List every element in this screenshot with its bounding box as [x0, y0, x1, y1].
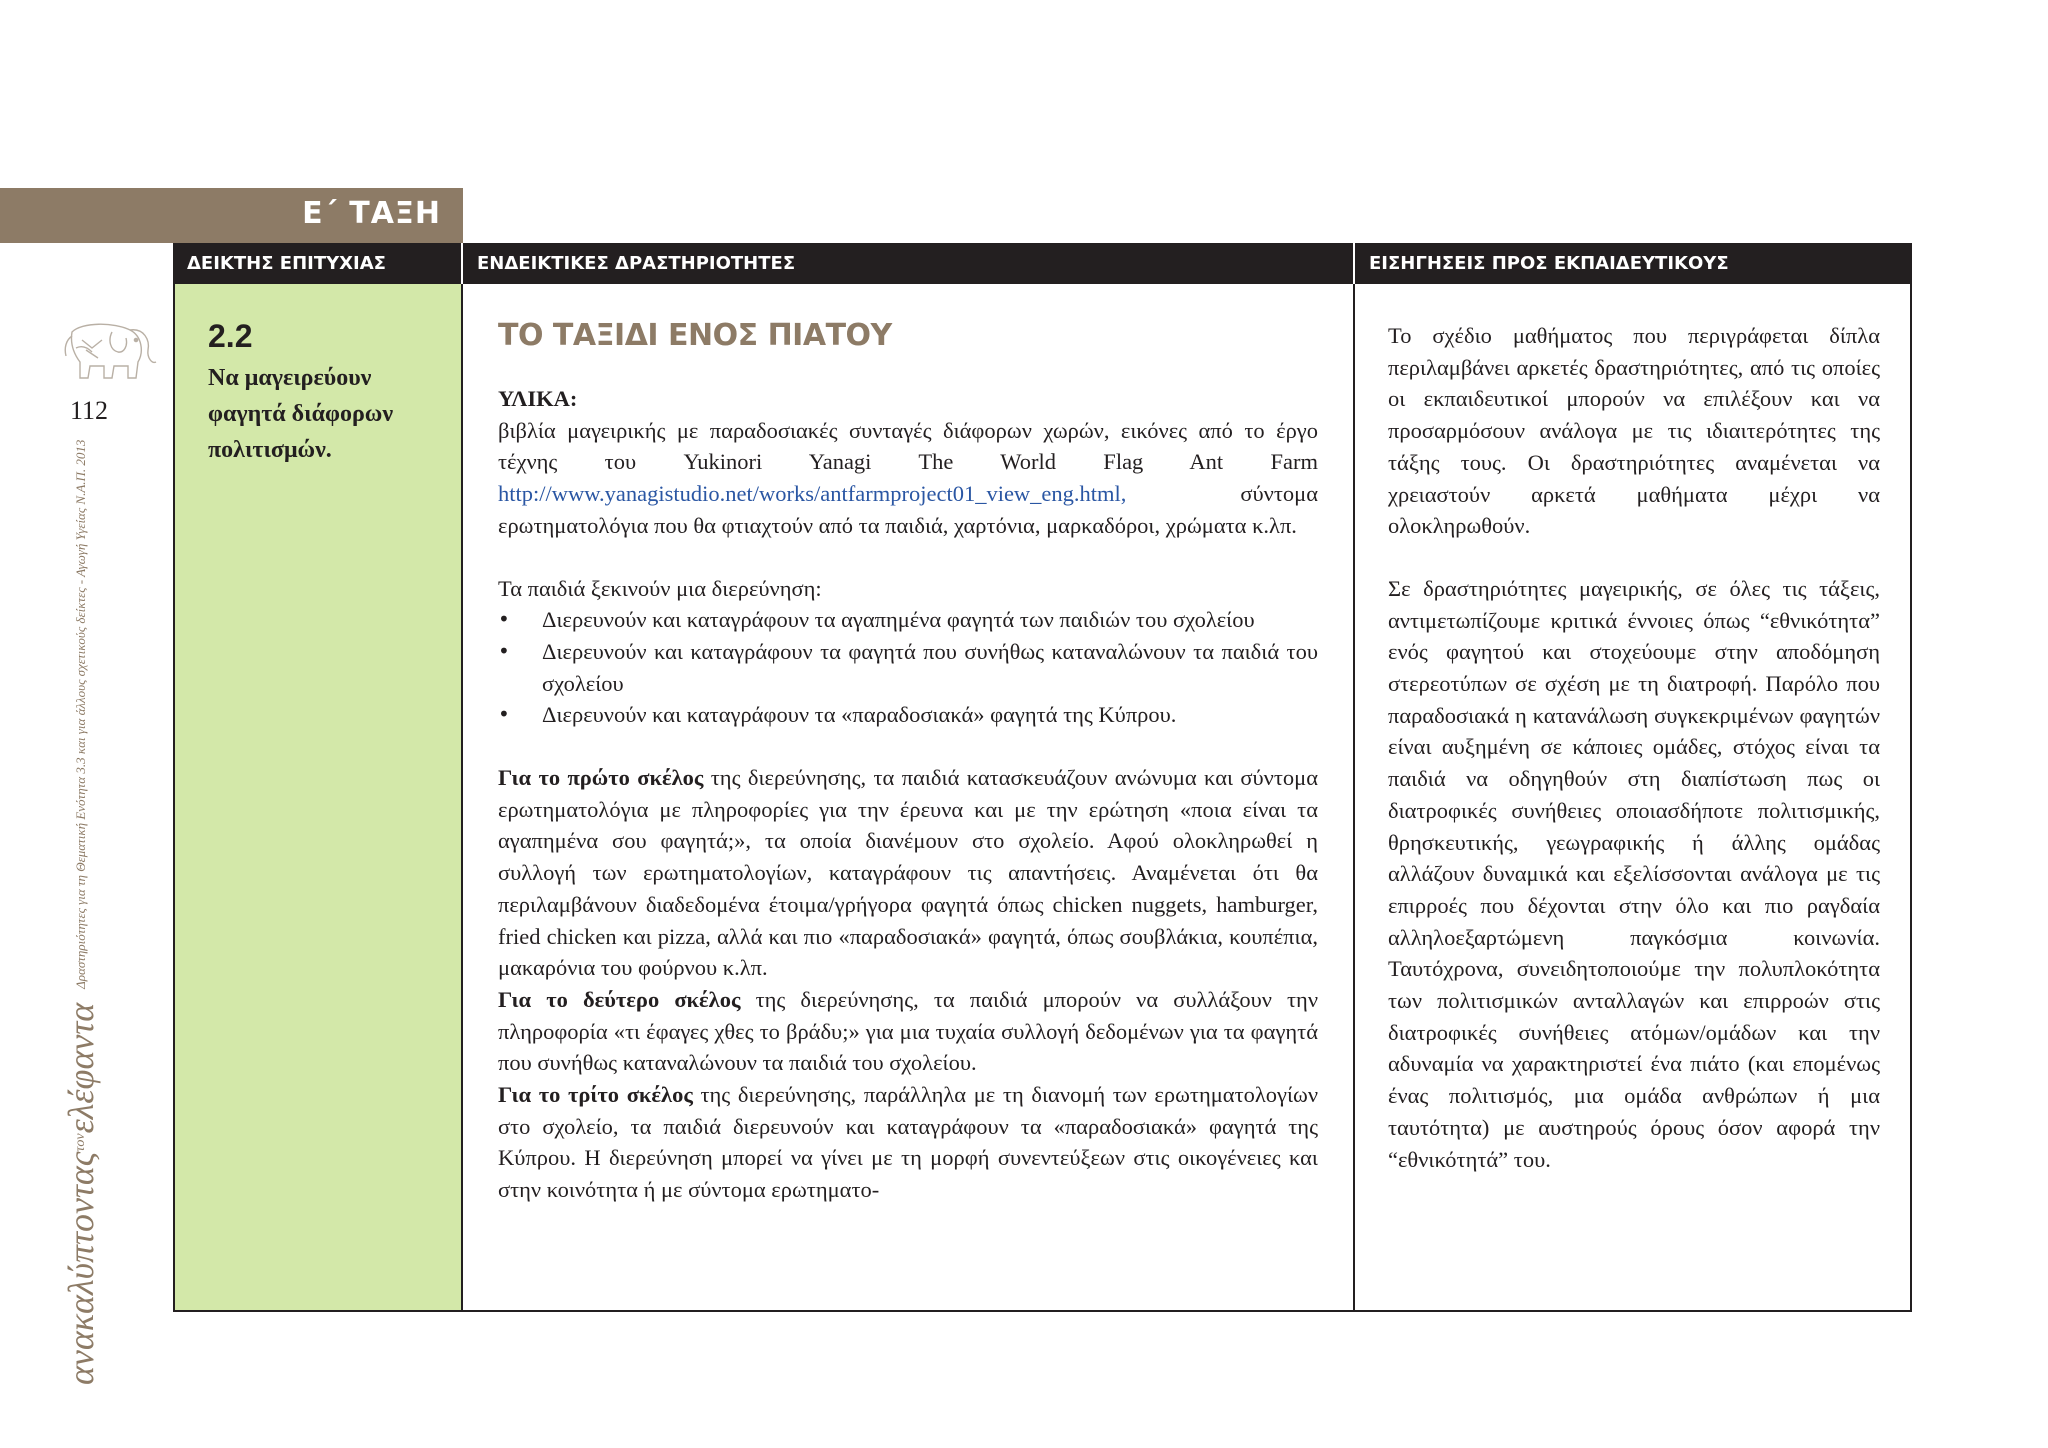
suggestions-paragraph-2: Σε δραστηριότητες μαγειρικής, σε όλες τις τάξεις, αντιμετωπίζουμε κριτικά έννοιες όπως “εθνικότητα” ενός φαγητού και στοχεύουμε στην αποδόμηση στερεοτύπων σε σχέση με τη διατροφή. Παρόλο που παραδοσιακά η κατανάλωση συγκεκριμένων φαγητών είναι αυξημένη σε κάποιες ομάδες, στόχος είναι τα παιδιά να οδηγηθούν στη διαπίστωση πως οι διατροφικές συνήθειες οποιασδήποτε πολιτισμικής, θρησκευτικής, γεωγραφικής ή άλλης ομάδας αλλάζουν δυναμικά και εξελίσσονται ανάλογα με τις επιρροές που δέχονται στην όλο και πιο ραγδαία αλληλοεξαρτώμενη παγκόσμια κοινωνία. Ταυτόχρονα, συνειδητοποιούμε την πολυπλοκότητα των πολιτισμικών ανταλλαγών και επιρροών στις διατροφικές συνήθειες ατόμων/ομάδων και την αδυναμία να χαρακτηριστεί ένα πιάτο (και επομένως ένας πολιτισμός, μια ομάδα ανθρώπων ή μια ταυτότητα) με αυστηρούς όρους όσον αφορά την “εθνικότητά” του. [1388, 575, 1880, 1172]
indicator-text: Να μαγειρεύουν φαγητά διάφορων πολιτισμών. [208, 365, 394, 463]
suggestions-cell [1388, 320, 1880, 1175]
header-suggestions: ΕΙΣΗΓΗΣΕΙΣ ΠΡΟΣ ΕΚΠΑΙΔΕΥΤΙΚΟΥΣ [1353, 243, 1912, 284]
header-activities: ΕΝΔΕΙΚΤΙΚΕΣ ΔΡΑΣΤΗΡΙΟΤΗΤΕΣ [461, 243, 1353, 284]
grade-band [0, 188, 463, 243]
page-number: 112 [70, 396, 109, 425]
list-item: • Διερευνούν και καταγράφουν τα φαγητά που συνήθως καταναλώνουν τα παιδιά του σχολείου [498, 636, 1318, 699]
materials-text-after: σύντομα ερωτηματολόγια που θα φτιαχτούν από τα παιδιά, χαρτόνια, μαρκαδόροι, χρώματα κ.λπ. [498, 481, 1318, 538]
bullet-list [498, 604, 1318, 731]
activity-cell [498, 318, 1318, 1206]
header-indicators: ΔΕΙΚΤΗΣ ΕΠΙΤΥΧΙΑΣ [187, 253, 386, 274]
elephant-logo-icon [52, 318, 162, 386]
series-title-part2: ελέφαντα [61, 1002, 101, 1134]
series-title-part1: ανακαλύπτοντας [61, 1151, 101, 1385]
indicator-number: 2.2 [208, 318, 253, 354]
list-item: • Διερευνούν και καταγράφουν τα αγαπημένα φαγητά των παιδιών του σχολείου [498, 604, 1318, 636]
list-item: • Διερευνούν και καταγράφουν τα «παραδοσιακά» φαγητά της Κύπρου. [498, 699, 1318, 731]
part2-text: της διερεύνησης, τα παιδιά μπορούν να συλλάξουν την πληροφορία «τι έφαγες χθες το βράδυ;» για μια τυχαία συλλογή δεδομένων για τα φαγητά που συνήθως καταναλώνουν τα παιδιά του σχολείου. [498, 986, 1318, 1076]
suggestions-paragraph-1: Το σχέδιο μαθήματος που περιγράφεται δίπλα περιλαμβάνει αρκετές δραστηριότητες, από τις οποίες οι εκπαιδευτικοί μπορούν να επιλέξουν και να προσαρμόσουν ανάλογα με τις ιδιαιτερότητες της τάξης τους. Οι δραστηριότητες αναμένεται να χρειαστούν αρκετά μαθήματα μέχρι να ολοκληρωθούν. [1388, 323, 1880, 539]
materials-text [498, 415, 1318, 542]
part3-text: της διερεύνησης, παράλληλα με τη διανομή των ερωτηματολογίων στο σχολείο, τα παιδιά διερευνούν και καταγράφουν τα «παραδοσιακά» φαγητά της Κύπρου. Η διερεύνηση μπορεί να γίνει με τη μορφή συνεντεύξεων στις οικογένειες και στην κοινότητα ή με σύντομα ερωτηματο- [498, 1082, 1319, 1203]
side-strip [60, 385, 120, 1385]
part1-text: της διερεύνησης, τα παιδιά κατασκευάζουν ανώνυμα και σύντομα ερωτηματολόγια με πληροφορίες για την έρευνα και με την ερώτηση «ποια είναι τα αγαπημένα σου φαγητά;», τα οποία διανέμουν στο σχολείο. Αφού ολοκληρωθεί η συλλογή των ερωτηματολογίων, καταγράφουν τις απαντήσεις. Αναμένεται ότι θα περιλαμβάνουν διαδεδομένα έτοιμα/γρήγορα φαγητά όπως chicken nuggets, hamburger, fried chicken και pizza, αλλά και πιο «παραδοσιακά» φαγητά, όπως σουβλάκια, κουπέπια, μακαρόνια του φούρνου κ.λπ. [498, 765, 1318, 981]
part3-bold: Για το τρίτο σκέλος [498, 1082, 693, 1108]
series-description: Δραστηριότητες για τη Θεματική Ενότητα 3.3 και για άλλους σχετικούς δείκτες - Αγωγή Υγείας Ν.Α.Π. 2013 [73, 439, 88, 989]
part2-paragraph [498, 984, 1318, 1079]
grade-label: Ε΄ ΤΑΞΗ [302, 196, 441, 231]
column-divider [461, 284, 463, 1312]
part1-bold: Για το πρώτο σκέλος [498, 765, 704, 791]
activity-title: ΤΟ ΤΑΞΙΔΙ ΕΝΟΣ ΠΙΑΤΟΥ [498, 318, 892, 353]
activity-intro: Τα παιδιά ξεκινούν μια διερεύνηση: [498, 575, 822, 601]
column-divider [1353, 284, 1355, 1312]
series-title-small: τον [73, 1133, 88, 1152]
table-header-row [173, 243, 1912, 284]
materials-link[interactable]: http://www.yanagistudio.net/works/antfarmproject01_view_eng.html, [498, 481, 1127, 507]
materials-heading: ΥΛΙΚΑ: [498, 386, 578, 411]
part3-paragraph [498, 1079, 1318, 1206]
part2-bold: Για το δεύτερο σκέλος [498, 986, 741, 1012]
part1-paragraph [498, 762, 1318, 984]
materials-text-before: βιβλία μαγειρικής με παραδοσιακές συνταγές διάφορων χωρών, εικόνες από το έργο τέχνης του Yukinori Yanagi The World Flag Ant Farm [498, 417, 1318, 475]
